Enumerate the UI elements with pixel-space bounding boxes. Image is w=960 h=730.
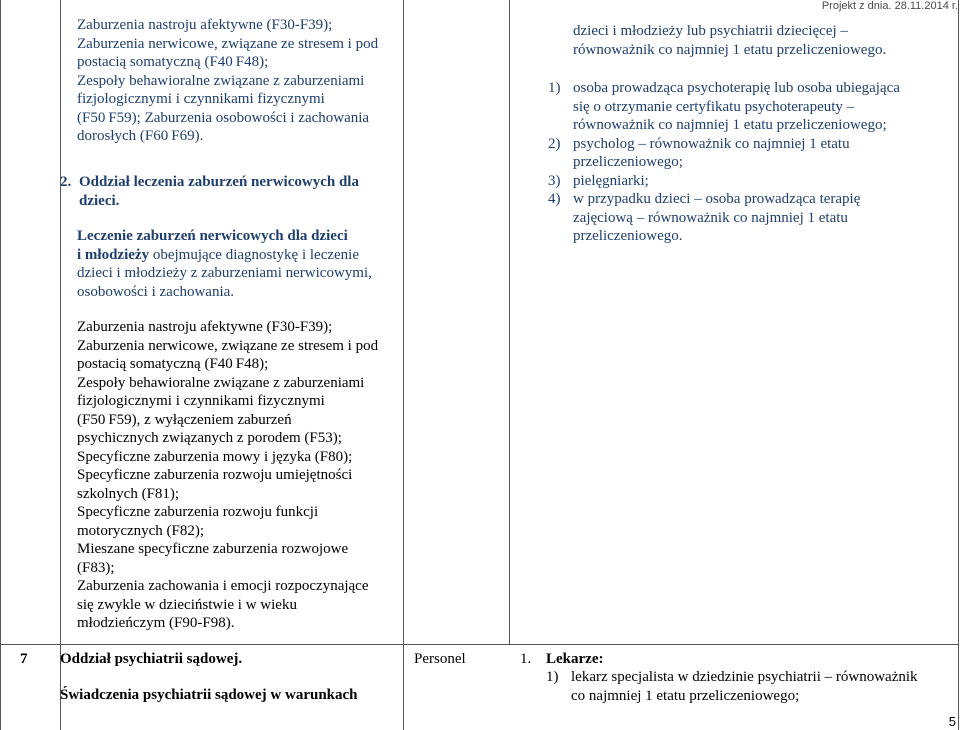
diagnosis-line: postacią somatyczną (F40 F48); xyxy=(77,54,269,70)
diagnosis-line: Specyficzne zaburzenia rozwoju funkcji xyxy=(77,504,319,520)
personnel-item: 4) w przypadku dzieci – osoba prowadząca terapię zajęciową – równoważnik co najmniej 1 etatu przeliczeniowego. xyxy=(548,191,861,244)
diagnosis-line: młodzieńczym (F90-F98). xyxy=(77,615,235,631)
diagnosis-line: Zaburzenia nerwicowe, związane ze stresem i pod xyxy=(77,35,379,52)
diagnosis-line: psychicznych związanych z porodem (F53); xyxy=(77,430,342,446)
column-divider-left xyxy=(60,0,61,730)
diagnosis-line: Specyficzne zaburzenia mowy i języka (F80); xyxy=(77,448,353,465)
row-7-number: 7 xyxy=(20,651,28,667)
personnel-intro-line: dzieci i młodzieży lub psychiatrii dziecięcej – xyxy=(573,23,848,39)
row-divider xyxy=(0,644,959,645)
column-divider-right xyxy=(509,0,510,645)
lekarze-title: Lekarze: xyxy=(546,651,604,667)
row-7-subtitle: Świadczenia psychiatrii sądowej w warunkach xyxy=(60,687,358,703)
diagnosis-line: szkolnych (F81); xyxy=(77,485,180,502)
diagnosis-line: (F50 F59), z wyłączeniem zaburzeń xyxy=(77,411,292,428)
diagnosis-line: postacią somatyczną (F40 F48); xyxy=(77,356,269,372)
section-2-title: Oddział leczenia zaburzeń nerwicowych dla xyxy=(79,174,359,190)
desc-line: Leczenie zaburzeń nerwicowych dla dzieci xyxy=(77,228,348,244)
column-divider-mid xyxy=(403,0,404,730)
lekarze-number: 1. xyxy=(520,651,532,667)
diagnosis-line: fizjologicznymi i czynnikami fizycznymi xyxy=(77,91,325,107)
lekarze-heading xyxy=(520,650,603,669)
diagnosis-line: motorycznych (F82); xyxy=(77,522,205,539)
diagnosis-line: dorosłych (F60 F69). xyxy=(77,128,204,144)
project-date-header: Projekt z dnia. 28.11.2014 r. xyxy=(821,0,958,12)
section-2-number: 2. xyxy=(60,174,72,190)
table-right-border xyxy=(958,0,959,730)
diagnosis-line: Mieszane specyficzne zaburzenia rozwojowe xyxy=(77,541,349,557)
diagnosis-line: Zaburzenia zachowania i emocji rozpoczynające xyxy=(77,578,369,594)
section-2-heading xyxy=(60,173,359,210)
diagnosis-list-children xyxy=(77,318,378,633)
row-7-title: Oddział psychiatrii sądowej. xyxy=(60,651,243,667)
desc-line: i młodzieży obejmujące diagnostykę i leczenie xyxy=(77,246,359,263)
section-2-title-cont: dzieci. xyxy=(79,192,120,209)
lekarze-item: 1) lekarz specjalista w dziedzinie psychiatrii – równoważnik co najmniej 1 etatu przeliczeniowego; xyxy=(546,669,918,704)
diagnosis-line: (F83); xyxy=(77,559,115,576)
table-left-border xyxy=(0,0,1,730)
diagnosis-line: się zwykle w dzieciństwie i w wieku xyxy=(77,596,297,613)
personnel-intro xyxy=(573,22,886,59)
diagnosis-line: Specyficzne zaburzenia rozwoju umiejętności xyxy=(77,467,353,483)
personnel-item: 3) pielęgniarki; xyxy=(548,172,649,189)
desc-line: dzieci i młodzieży z zaburzeniami nerwicowymi, xyxy=(77,265,372,281)
section-2-description xyxy=(77,227,372,301)
personnel-item: 1) osoba prowadząca psychoterapię lub osoba ubiegająca się o otrzymanie certyfikatu psychoterapeuty – równoważnik co najmniej 1 etatu przeliczeniowego; xyxy=(548,80,900,133)
personnel-label: Personel xyxy=(414,651,466,667)
other-personnel-list xyxy=(548,79,900,246)
diagnosis-line: Zaburzenia nerwicowe, związane ze stresem i pod xyxy=(77,337,379,354)
diagnosis-line: Zespoły behawioralne związane z zaburzeniami xyxy=(77,72,365,89)
diagnosis-list-adult xyxy=(77,16,378,146)
other-personnel-heading xyxy=(524,60,548,79)
personnel-item: 2) psycholog – równoważnik co najmniej 1 etatu przeliczeniowego; xyxy=(548,135,850,170)
page-number: 5 xyxy=(948,714,956,729)
diagnosis-line: Zespoły behawioralne związane z zaburzeniami xyxy=(77,374,365,391)
diagnosis-line: fizjologicznymi i czynnikami fizycznymi xyxy=(77,393,325,409)
diagnosis-line: (F50 F59); Zaburzenia osobowości i zachowania xyxy=(77,109,370,126)
diagnosis-line: Zaburzenia nastroju afektywne (F30-F39); xyxy=(77,17,333,33)
diagnosis-line: Zaburzenia nastroju afektywne (F30-F39); xyxy=(77,319,333,335)
personnel-intro-line: równoważnik co najmniej 1 etatu przeliczeniowego. xyxy=(573,41,887,58)
desc-line: osobowości i zachowania. xyxy=(77,283,235,300)
